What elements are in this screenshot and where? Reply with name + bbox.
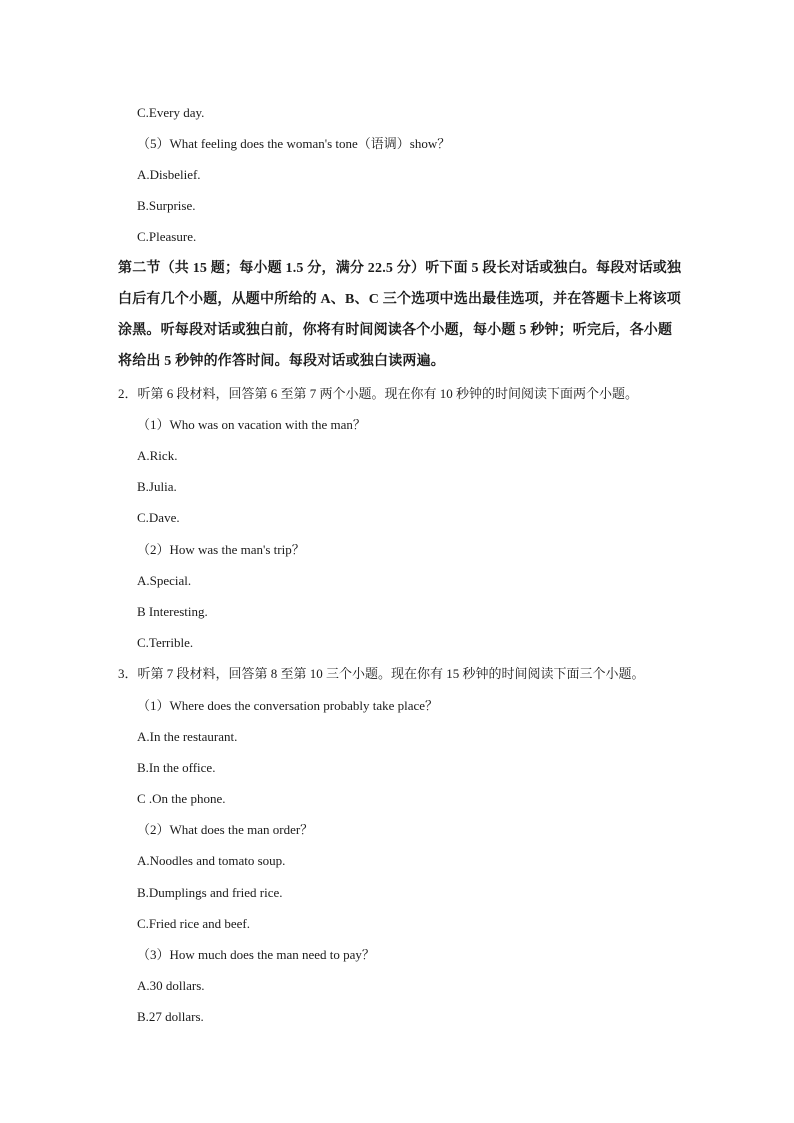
item2-question-2: （2）How was the man's trip？ [137,542,305,557]
section2-instructions-line3: 涂黑。听每段对话或独白前，你将有时间阅读各个小题，每小题 5 秒钟；听完后，各小题 [118,323,673,338]
item2-q1-option-a: A.Rick. [137,448,178,463]
item3-q1-option-b: B.In the office. [137,760,216,775]
item3-question-2: （2）What does the man order？ [137,822,314,837]
item3-question-3: （3）How much does the man need to pay？ [137,947,375,962]
item3-question-1: （1）Where does the conversation probably take place？ [137,698,439,713]
q5-option-a: A.Disbelief. [137,167,201,182]
item2-q1-option-b: B.Julia. [137,479,177,494]
item3-q3-option-b: B.27 dollars. [137,1009,204,1024]
item3-q3-option-a: A.30 dollars. [137,978,205,993]
section2-instructions-line4: 将给出 5 秒钟的作答时间。每段对话或独白读两遍。 [118,354,445,369]
item2-intro: 2．听第 6 段材料，回答第 6 至第 7 两个小题。现在你有 10 秒钟的时间阅读下面两个小题。 [118,386,639,401]
item3-q2-option-c: C.Fried rice and beef. [137,916,250,931]
section2-instructions-line1: 第二节（共 15 题；每小题 1.5 分，满分 22.5 分）听下面 5 段长对话或独白。每段对话或独 [118,261,682,276]
item2-q2-option-b: B Interesting. [137,604,208,619]
item3-intro: 3．听第 7 段材料，回答第 8 至第 10 三个小题。现在你有 15 秒钟的时间阅读下面三个小题。 [118,666,645,681]
item3-q2-option-a: A.Noodles and tomato soup. [137,853,286,868]
item2-question-1: （1）Who was on vacation with the man？ [137,417,366,432]
q5-option-c: C.Pleasure. [137,229,197,244]
item2-q1-option-c: C.Dave. [137,510,180,525]
item3-q2-option-b: B.Dumplings and fried rice. [137,885,283,900]
item2-q2-option-c: C.Terrible. [137,635,194,650]
item2-q2-option-a: A.Special. [137,573,192,588]
q5-option-b: B.Surprise. [137,198,196,213]
item3-q1-option-c: C .On the phone. [137,791,226,806]
question-5-text: （5）What feeling does the woman's tone（语调）show？ [137,136,451,151]
option-c-every-day: C.Every day. [137,105,205,120]
item3-q1-option-a: A.In the restaurant. [137,729,238,744]
section2-instructions-line2: 白后有几个小题，从题中所给的 A、B、C 三个选项中选出最佳选项，并在答题卡上将该项 [118,292,681,307]
